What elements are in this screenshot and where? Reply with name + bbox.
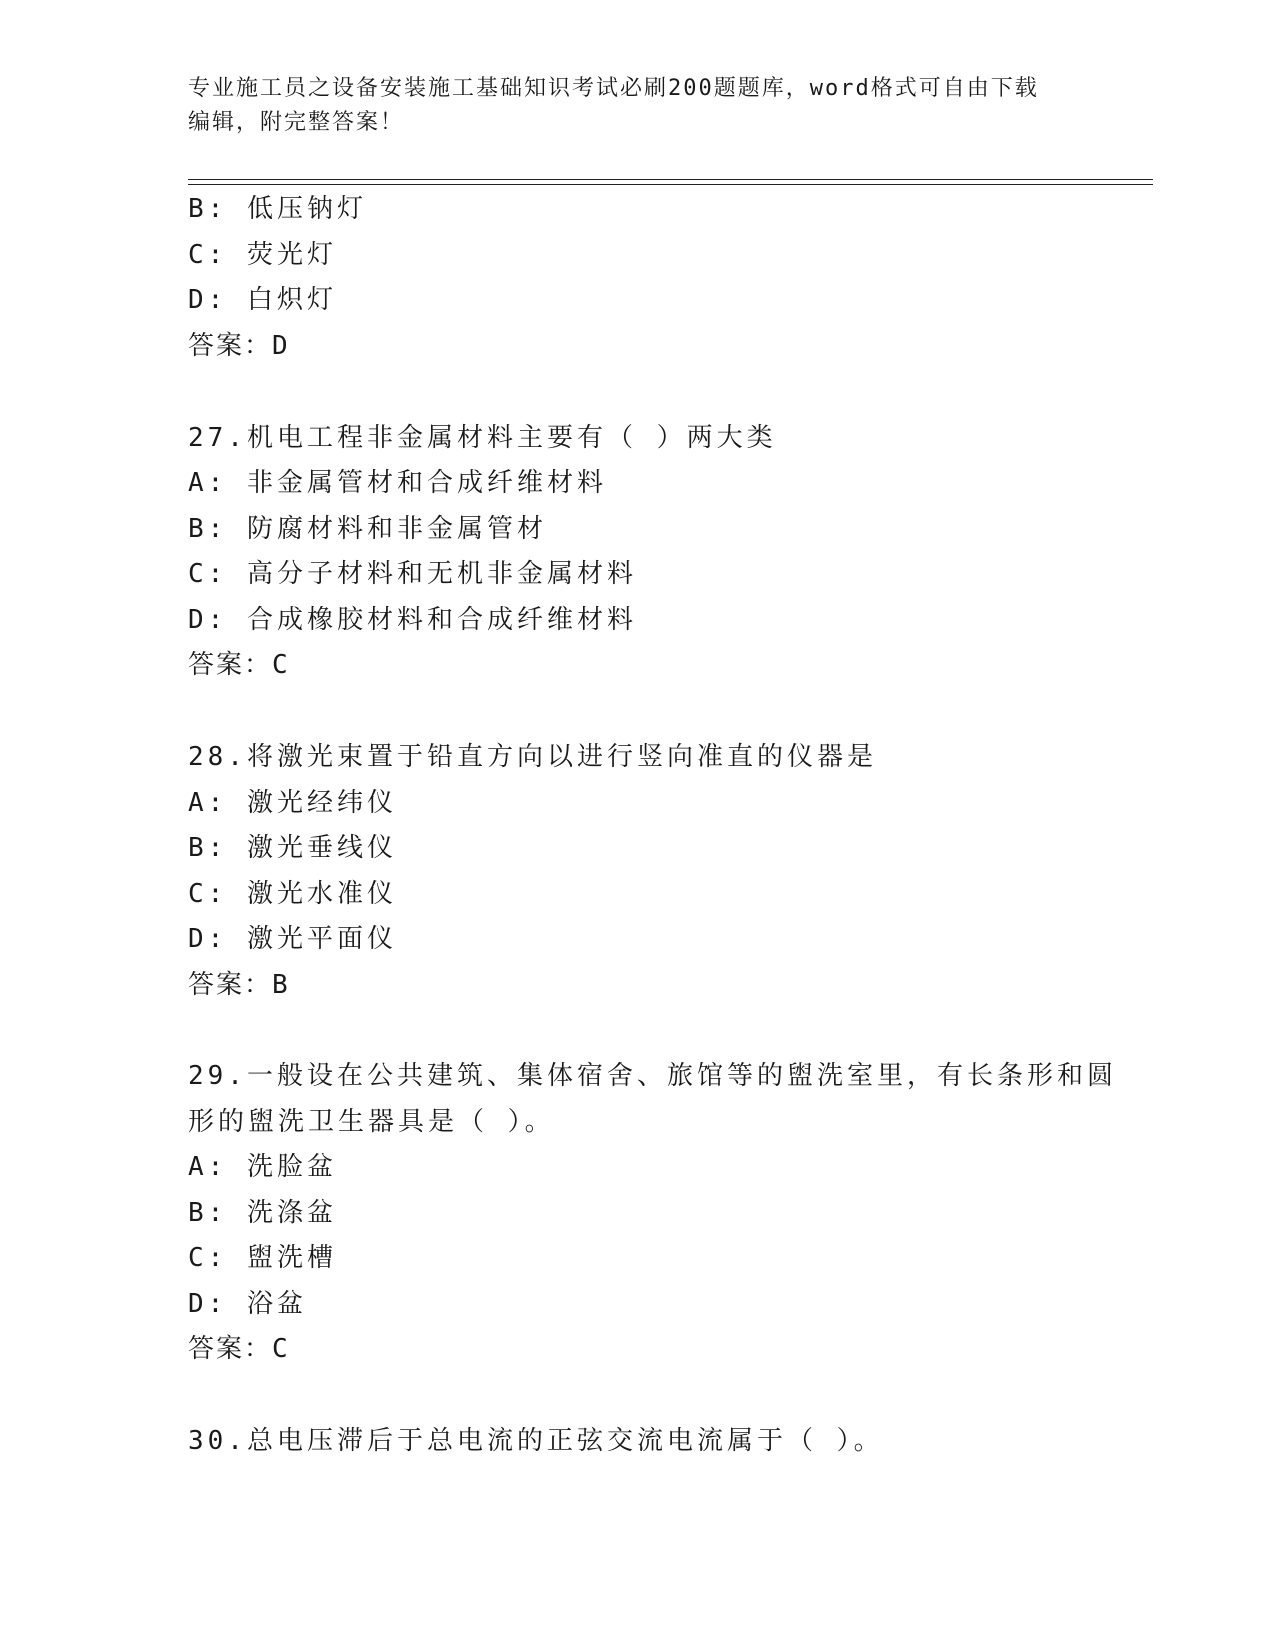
q26-option-b: B: 低压钠灯 [188,194,367,224]
q26-answer: 答案：D [188,331,290,361]
q28-option-d: D: 激光平面仪 [188,924,397,954]
document-header [188,72,1068,140]
q30-stem: 30.总电压滞后于总电流的正弦交流电流属于（ ）。 [188,1426,884,1456]
q28-stem: 28.将激光束置于铅直方向以进行竖向准直的仪器是 [188,742,877,772]
q27-stem: 27.机电工程非金属材料主要有（ ）两大类 [188,423,777,453]
q28-option-a: A: 激光经纬仪 [188,788,397,818]
q29-stem-line2: 形的盥洗卫生器具是（ ）。 [188,1107,555,1137]
q29-option-c: C: 盥洗槽 [188,1243,337,1273]
q28-option-c: C: 激光水准仪 [188,879,397,909]
q27-option-d: D: 合成橡胶材料和合成纤维材料 [188,605,637,635]
q29-stem-line1: 29.一般设在公共建筑、集体宿舍、旅馆等的盥洗室里，有长条形和圆 [188,1061,1117,1091]
q29-option-b: B: 洗涤盆 [188,1198,337,1228]
q28-option-b: B: 激光垂线仪 [188,833,397,863]
q29-option-a: A: 洗脸盆 [188,1152,337,1182]
q27-answer: 答案：C [188,650,290,680]
header-title-line2: 编辑，附完整答案！ [188,110,405,135]
q26-option-d: D: 白炽灯 [188,285,337,315]
q28-answer: 答案：B [188,970,290,1000]
q29-answer: 答案：C [188,1334,290,1364]
header-divider-bottom [188,184,1153,185]
q27-option-b: B: 防腐材料和非金属管材 [188,514,547,544]
q27-option-a: A: 非金属管材和合成纤维材料 [188,468,607,498]
q27-option-c: C: 高分子材料和无机非金属材料 [188,559,637,589]
header-divider-top [188,179,1153,180]
q26-option-c: C: 荧光灯 [188,240,337,270]
header-title-line1: 专业施工员之设备安装施工基础知识考试必刷200题题库，word格式可自由下载 [188,76,1039,101]
q29-option-d: D: 浴盆 [188,1289,307,1319]
